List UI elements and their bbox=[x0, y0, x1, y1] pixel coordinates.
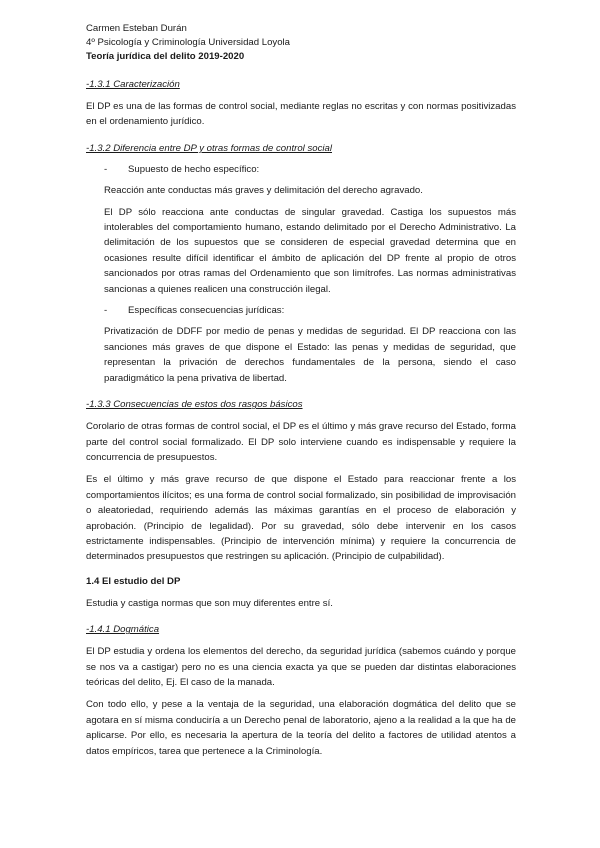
paragraph: Es el último y más grave recurso de que dispone el Estado para reaccionar frente a los comportamientos ilícitos; es una forma de control social formalizado, sin posibilidad de improvisación o aleatoriedad, requiriendo además las máximas garantías en el proceso de elaboración y aprobación. (Principio de legalidad). Por su gravedad, sólo debe intervenir en los casos estrictamente indispensables. (Principio de intervención mínima) y requiere la concurrencia de determinados presupuestos que restringen su aplicación. (Principio de culpabilidad). bbox=[86, 474, 516, 563]
bullet-label: Supuesto de hecho específico: bbox=[128, 163, 260, 175]
bullet-item bbox=[104, 303, 516, 318]
indented-paragraph: Privatización de DDFF por medio de penas y medidas de seguridad. El DP reacciona con las sanciones más graves de que dispone el Estado: las penas y medidas de seguridad, que representan la privación de derechos fundamentales de la persona, siendo el caso paradigmático la pena privativa de libertad. bbox=[104, 326, 516, 384]
bullet-dash: - bbox=[104, 305, 108, 317]
bullet-item bbox=[104, 162, 516, 177]
section-heading-1-3-1: -1.3.1 Caracterización bbox=[86, 79, 180, 90]
section-heading-1-4: 1.4 El estudio del DP bbox=[86, 575, 181, 587]
indented-paragraph: El DP sólo reacciona ante conductas de singular gravedad. Castiga los supuestos más intolerables del comportamiento humano, estando delimitado por el Derecho Administrativo. La delimitación de los supuestos que se consideren de especial gravedad determina que en ocasiones resulte difícil identificar el ámbito de aplicación del DP frente al propio de otros sancionados por otras ramas del Ordenamiento que son limítrofes. Las normas administrativas sancionas a quienes realicen una construcción ilegal. bbox=[104, 206, 516, 295]
paragraph: El DP es una de las formas de control social, mediante reglas no escritas y con normas positivizadas en el ordenamiento jurídico. bbox=[86, 101, 516, 128]
document-body bbox=[86, 22, 516, 759]
bullet-dash: - bbox=[104, 163, 108, 175]
course-line: 4º Psicología y Criminología Universidad Loyola bbox=[86, 37, 291, 48]
indented-paragraph: Reacción ante conductas más graves y delimitación del derecho agravado. bbox=[104, 185, 423, 197]
paragraph: Estudia y castiga normas que son muy diferentes entre sí. bbox=[86, 597, 333, 609]
section-heading-1-4-1: -1.4.1 Dogmática bbox=[86, 624, 160, 636]
paragraph: El DP estudia y ordena los elementos del derecho, da seguridad jurídica (sabemos cuándo y porque se nos va a castigar) pero no es una ciencia exacta ya que se pueden dar distintas elaboraciones teóricas del delito, Ej. El caso de la manada. bbox=[86, 646, 516, 688]
section-heading-1-3-2: -1.3.2 Diferencia entre DP y otras formas de control social bbox=[86, 142, 332, 154]
paragraph: Con todo ello, y pese a la ventaja de la seguridad, una elaboración dogmática del delito que se agotara en sí misma conduciría a un Derecho penal de laboratorio, ajeno a la realidad a la que ha de aplicarse. Por ello, es necesaria la apertura de la teoría del delito a factores de utilidad atentos a datos empíricos, tarea que pertenece a la Criminología. bbox=[86, 699, 516, 757]
section-heading-1-3-3: -1.3.3 Consecuencias de estos dos rasgos básicos bbox=[86, 399, 303, 411]
paragraph: Corolario de otras formas de control social, el DP es el último y más grave recurso del Estado, forma parte del control social formalizado. El DP solo interviene cuando es indispensable y requiere la concurrencia de presupuestos. bbox=[86, 421, 516, 463]
subject-line: Teoría jurídica del delito 2019-2020 bbox=[86, 51, 245, 62]
bullet-label: Específicas consecuencias jurídicas: bbox=[128, 305, 285, 317]
author-name: Carmen Esteban Durán bbox=[86, 23, 187, 34]
